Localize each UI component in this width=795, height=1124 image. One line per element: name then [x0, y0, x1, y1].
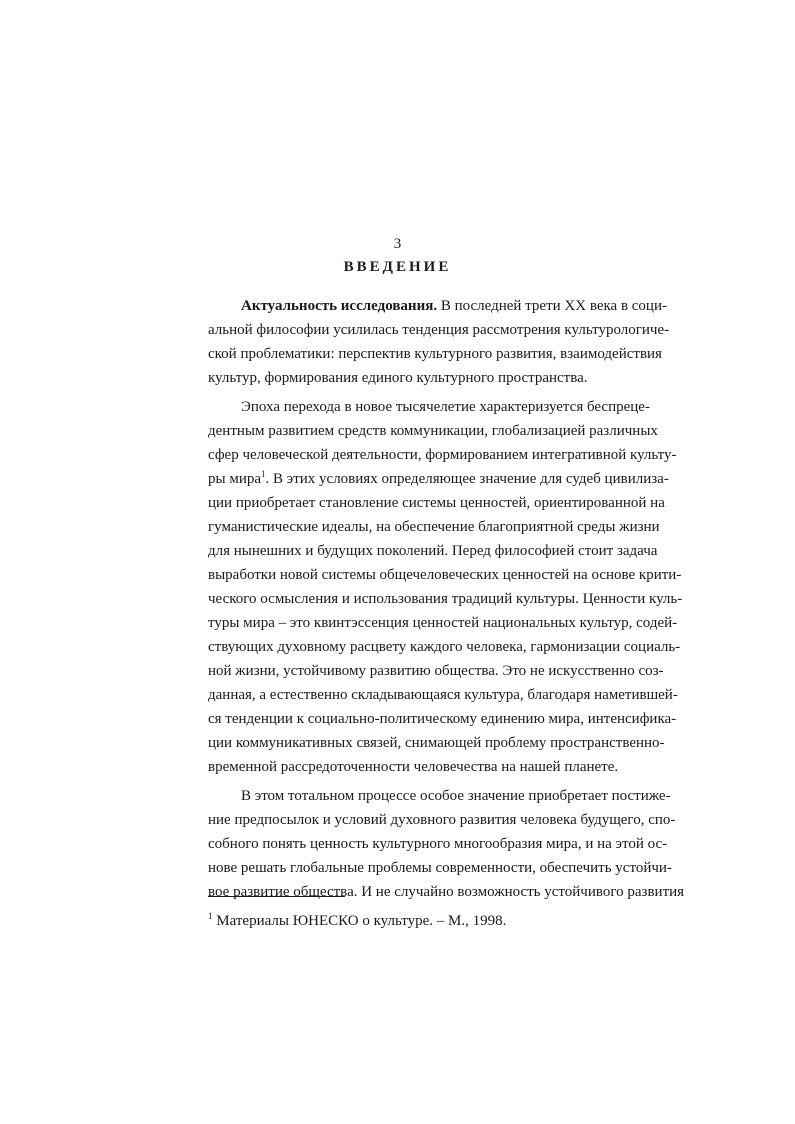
- section-heading: ВВЕДЕНИЕ: [343, 259, 452, 275]
- line-text: В последней трети XX века в соци-: [437, 298, 667, 314]
- paragraph-line: ческого осмысления и использования традиций культуры. Ценности куль-: [208, 591, 683, 607]
- paragraph-line: В этом тотальном процессе особое значение приобретает постиже-: [241, 788, 671, 804]
- paragraph-line: Эпоха перехода в новое тысячелетие характеризуется беспреце-: [241, 399, 650, 415]
- page-number: 3: [393, 236, 402, 252]
- paragraph-line: гуманистические идеалы, на обеспечение благоприятной среды жизни: [208, 519, 660, 535]
- paragraph-line: ской проблематики: перспектив культурного развития, взаимодействия: [208, 346, 662, 362]
- paragraph-line: временной рассредоточенности человечества на нашей планете.: [208, 759, 619, 775]
- paragraph-line: [208, 469, 669, 488]
- paragraph-line: выработки новой системы общечеловеческих ценностей на основе крити-: [208, 567, 682, 583]
- footnote-reference: 1: [261, 469, 266, 479]
- paragraph-line: вое развитие общества. И не случайно возможность устойчивого развития: [208, 884, 685, 900]
- paragraph-line: данная, а естественно складывающаяся культура, благодаря наметившей-: [208, 687, 678, 703]
- paragraph-line: ствующих духовному расцвету каждого человека, гармонизации социаль-: [208, 639, 681, 655]
- paragraph-line: [241, 297, 667, 315]
- footnote: [208, 912, 506, 930]
- paragraph-line: нове решать глобальные проблемы современности, обеспечить устойчи-: [208, 860, 672, 876]
- paragraph-line: ние предпосылок и условий духовного развития человека будущего, спо-: [208, 812, 676, 828]
- paragraph-line: дентным развитием средств коммуникации, глобализацией различных: [208, 423, 658, 439]
- paragraph-line: ной жизни, устойчивому развитию общества. Это не искусственно соз-: [208, 663, 664, 679]
- line-text: . В этих условиях определяющее значение для судеб цивилиза-: [265, 471, 669, 487]
- paragraph-line: для нынешних и будущих поколений. Перед философией стоит задача: [208, 543, 658, 559]
- paragraph-line: альной философии усилилась тенденция рассмотрения культурологиче-: [208, 322, 670, 338]
- paragraph-line: ции коммуникативных связей, снимающей проблему пространственно-: [208, 735, 665, 751]
- paragraph-line: собного понять ценность культурного многообразия мира, и на этой ос-: [208, 836, 668, 852]
- footnote-separator: [208, 896, 345, 897]
- paragraph-line: культур, формирования единого культурного пространства.: [208, 370, 588, 386]
- paragraph-line: сфер человеческой деятельности, формированием интегративной культу-: [208, 447, 677, 463]
- line-text: ры мира: [208, 471, 262, 487]
- lead-in-bold: Актуальность исследования.: [241, 298, 438, 314]
- paragraph-line: туры мира – это квинтэссенция ценностей национальных культур, содей-: [208, 615, 678, 631]
- footnote-number: 1: [208, 911, 213, 921]
- paragraph-line: ции приобретает становление системы ценностей, ориентированной на: [208, 495, 665, 511]
- footnote-text: Материалы ЮНЕСКО о культуре. – М., 1998.: [212, 913, 507, 929]
- paragraph-line: ся тенденции к социально-политическому единению мира, интенсифика-: [208, 711, 677, 727]
